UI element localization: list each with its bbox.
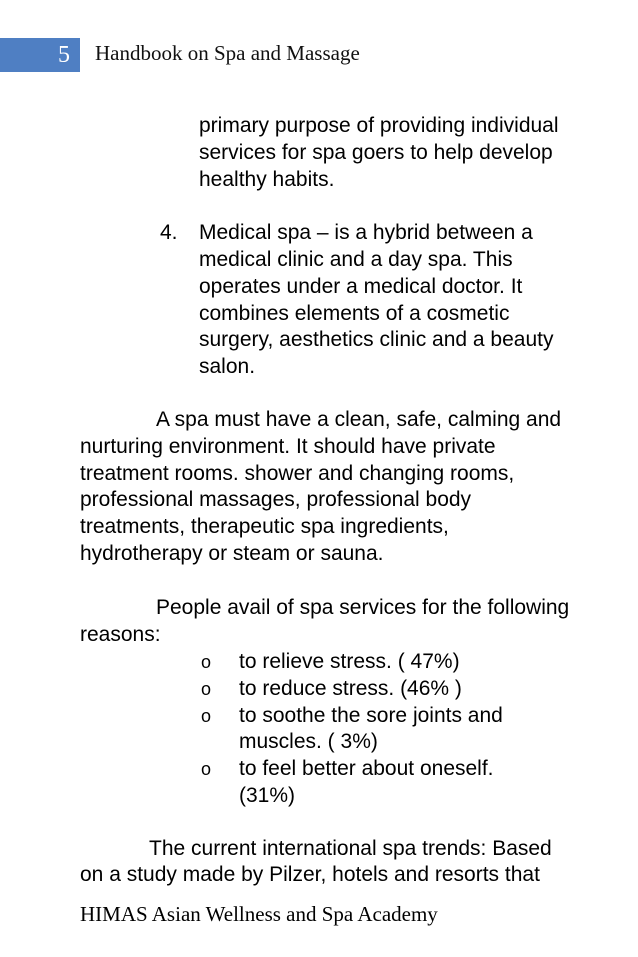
text-line: A spa must have a clean, safe, calming and xyxy=(156,408,562,431)
text-line: reasons: xyxy=(80,623,161,646)
running-title: Handbook on Spa and Massage xyxy=(95,41,360,65)
text-line: primary purpose of providing individual xyxy=(199,114,559,137)
text-line: The current international spa trends: Based xyxy=(149,837,552,860)
page-number: 5 xyxy=(58,41,70,68)
list-item: to feel better about oneself. xyxy=(239,757,494,780)
page-footer: HIMAS Asian Wellness and Spa Academy xyxy=(80,902,438,926)
list-marker: 4. xyxy=(160,221,178,244)
text-line: on a study made by Pilzer, hotels and resorts that xyxy=(80,863,540,886)
list-item: to reduce stress. (46% ) xyxy=(239,677,462,700)
bullet-marker: o xyxy=(201,679,212,699)
list-item-continuation: (31%) xyxy=(239,784,296,807)
text-line: salon. xyxy=(199,355,256,378)
text-line: nurturing environment. It should have private xyxy=(80,435,496,458)
text-line: operates under a medical doctor. It xyxy=(199,275,523,298)
text-line: People avail of spa services for the following xyxy=(156,596,570,619)
text-line: services for spa goers to help develop xyxy=(199,141,553,164)
text-line: treatments, therapeutic spa ingredients, xyxy=(80,515,449,538)
bullet-marker: o xyxy=(201,652,212,672)
list-item: to relieve stress. ( 47%) xyxy=(239,650,460,673)
text-line: combines elements of a cosmetic xyxy=(199,302,510,325)
text-line: surgery, aesthetics clinic and a beauty xyxy=(199,328,554,351)
text-line: medical clinic and a day spa. This xyxy=(199,248,513,271)
bullet-marker: o xyxy=(201,759,212,779)
text-line: treatment rooms. shower and changing rooms, xyxy=(80,462,515,485)
list-item-continuation: muscles. ( 3%) xyxy=(239,730,378,753)
text-line: professional massages, professional body xyxy=(80,488,472,511)
bullet-marker: o xyxy=(201,706,212,726)
page-number-badge xyxy=(0,38,80,72)
text-line: Medical spa – is a hybrid between a xyxy=(199,221,533,244)
text-line: healthy habits. xyxy=(199,168,335,191)
list-item: to soothe the sore joints and xyxy=(239,704,503,727)
text-line: hydrotherapy or steam or sauna. xyxy=(80,542,384,565)
page-header xyxy=(0,38,638,72)
